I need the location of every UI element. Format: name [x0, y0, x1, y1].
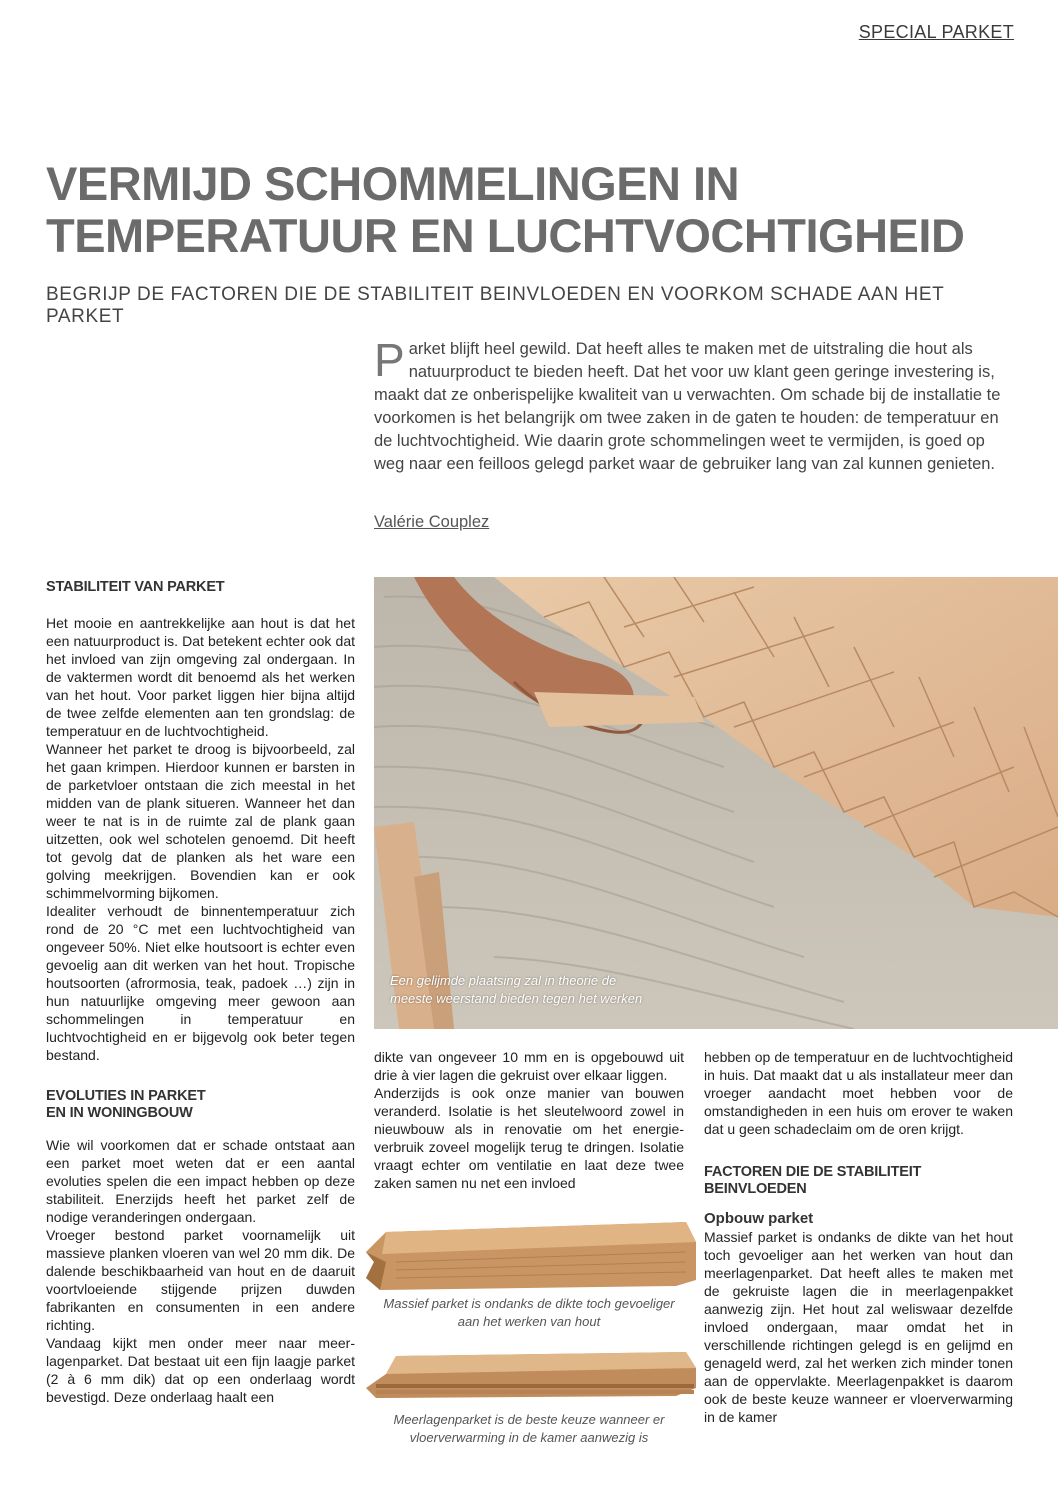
multilayer-plank-figure [366, 1348, 696, 1406]
paragraph: Idealiter verhoudt de binnentemperatuur zich rond de 20 °C met een luchtvochtigheid van ongeveer 50%. Niet elke houtsoort is echter even gevoelig aan dit werken van het hout. Tropische houtsoorten (afrormosia, teak, padoek …) zijn in hun natuurlijke omgeving meer gewoon aan schommelingen in temperatuur en luchtvochtigheid en er bijgevolg ook beter tegen bestand. [46, 903, 355, 1063]
section-tag: SPECIAL PARKET [858, 22, 1014, 42]
paragraph: Wie wil voorkomen dat er schade ontstaat aan een parket moet weten dat er een aantal evoluties spelen die een impact hebben op deze stabiliteit. Enerzijds heeft het parket zelf de nodige veranderingen ondergaan. [46, 1137, 355, 1225]
text-column-middle [374, 1048, 684, 1192]
figure-caption-line: Meerlagenparket is de beste keuze wanneer er [393, 1412, 665, 1427]
section-heading-line: EVOLUTIES IN PARKET [46, 1088, 206, 1104]
article-title-line: TEMPERATUUR EN LUCHTVOCHTIGHEID [46, 209, 965, 262]
paragraph: Massief parket is ondanks de dikte van het hout toch gevoeliger aan het werken van hout dan meerlagenparket. Dat heeft alles te maken met de gekruiste lagen die in meerlagenpakket aanwezig zijn. Het hout zal weliswaar dezelfde invloed ondergaan, maar omdat het in verschillende richtingen gelegd is en gelijmd en genageld werd, zal het werken zich minder tonen aan de oppervlakte. Meerlagenpakket is daarom ook de beste keuze wanneer er vloerverwarming in de kamer [704, 1229, 1013, 1425]
photo-illustration [374, 577, 1058, 1029]
section-heading-line: FACTOREN DIE DE STABILITEIT [704, 1164, 922, 1180]
paragraph: Vroeger bestond parket voornamelijk uit massieve planken vloeren van wel 20 mm dik. De dalende beschikbaarheid van hout en de daaruit voortvloeiende stijgende prijzen duwden fabrikanten en consumenten in een andere richting. [46, 1227, 355, 1333]
intro-text: arket blijft heel gewild. Dat heeft alles te maken met de uitstraling die hout als natuurproduct te bieden heeft. Dat het voor uw klant geen geringe investering is, maakt dat ze onberispelijke kwaliteit van u verwachten. Om schade bij de installatie te voorkomen is het belangrijk om twee zaken in de gaten te houden: de temperatuur en de luchtvochtigheid. Wie daarin grote schommelingen weet te vermijden, is goed op weg naar een feilloos gelegd parket waar de gebruiker lang van zal kunnen genieten. [374, 340, 1001, 473]
paragraph: hebben op de temperatuur en de luchtvochtigheid in huis. Dat maakt dat u als installateur meer dan vroeger aandacht moet hebben voor de omstandigheden in een huis om erover te waken dat u geen schadeclaim om de oren krijgt. [704, 1049, 1013, 1137]
photo-caption [390, 972, 690, 1008]
figure-caption [374, 1411, 684, 1447]
text-column-left [46, 579, 355, 1406]
article-title [46, 158, 1026, 262]
solid-plank-figure [366, 1222, 696, 1292]
figure-caption-line: Massief parket is ondanks de dikte toch gevoeliger [383, 1296, 675, 1311]
figure-caption-line: aan het werken van hout [457, 1314, 601, 1329]
paragraph: Anderzijds is ook onze manier van bouwen veranderd. Isolatie is het sleutelwoord zowel in nieuwbouw als in renovatie om het energieverbruik zoveel mogelijk terug te dringen. Isolatie vraagt echter om ventilatie en laat deze twee zaken samen nu net een invloed [374, 1085, 684, 1191]
paragraph: Wanneer het parket te droog is bijvoorbeeld, zal het gaan krimpen. Hierdoor kunnen er barsten in de parketvloer ontstaan die zich meestal in het midden van de plank situeren. Wanneer het dan weer te nat is in de ruimte zal de plank gaan uitzetten, ook wel schotelen genoemd. Dit heeft tot gevolg dat de planken als het ware een golving meekrijgen. Bovendien kan er ook schimmelvorming bijkomen. [46, 741, 355, 901]
text-column-right [704, 1048, 1013, 1426]
subheading: Opbouw parket [704, 1210, 814, 1227]
section-heading [704, 1164, 1013, 1198]
paragraph: Het mooie en aantrekkelijke aan hout is dat het een natuurproduct is. Dat betekent echter ook dat het invloed van zijn omgeving zal ondergaan. In de vaktermen wordt dit benoemd als het werken van het hout. Voor parket liggen hier bijna altijd de twee zelfde elementen aan ten grondslag: de temperatuur en de luchtvochtigheid. [46, 615, 355, 739]
paragraph: dikte van ongeveer 10 mm en is opgebouwd uit drie à vier lagen die gekruist over elkaar liggen. [374, 1049, 684, 1083]
section-heading-line: BEINVLOEDEN [704, 1181, 807, 1197]
section-heading-line: EN IN WONINGBOUW [46, 1105, 193, 1121]
photo-caption-line: meeste weerstand bieden tegen het werken [390, 991, 643, 1006]
drop-cap: P [374, 334, 405, 386]
article-subtitle: BEGRIJP DE FACTOREN DIE DE STABILITEIT BEINVLOEDEN EN VOORKOM SCHADE AAN HET PARKET [46, 284, 944, 327]
article-intro [374, 334, 1014, 476]
parquet-installation-photo [374, 577, 1058, 1029]
figure-caption-line: vloerverwarming in de kamer aanwezig is [409, 1430, 649, 1445]
figure-caption [374, 1295, 684, 1331]
paragraph: Vandaag kijkt men onder meer naar meerlagenparket. Dat bestaat uit een fijn laagje parket (2 à 6 mm dik) dat op een onderlaag wordt bevestigd. Deze onderlaag haalt een [46, 1335, 355, 1405]
section-heading: STABILITEIT VAN PARKET [46, 579, 225, 595]
photo-caption-line: Een gelijmde plaatsing zal in theorie de [390, 973, 617, 988]
author-byline: Valérie Couplez [374, 513, 490, 531]
section-heading [46, 1088, 355, 1122]
article-title-line: VERMIJD SCHOMMELINGEN IN [46, 157, 740, 210]
